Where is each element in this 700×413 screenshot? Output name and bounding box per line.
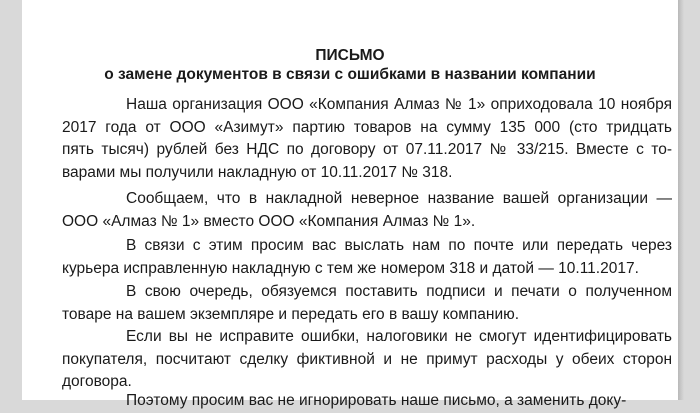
paragraph-line: Сообщаем, что в накладной неверное название вашей организации —: [126, 190, 672, 207]
document-page: [22, 0, 678, 409]
paragraph-4: [62, 281, 672, 326]
paragraph-line: договора.: [62, 373, 132, 390]
paragraph-1: [62, 94, 672, 184]
paragraph-line: В связи с этим просим вас выслать нам по почте или передать через: [126, 237, 672, 254]
paragraph-line: 2017 года от ООО «Азимут» партию товаров на сумму 135 000 (сто тридцать: [62, 118, 672, 136]
letter-title: ПИСЬМО: [315, 47, 385, 64]
paragraph-6: [62, 390, 672, 413]
paragraph-line: Поэтому просим вас не игнорировать наше письмо, а заменить доку-: [126, 392, 627, 409]
paragraph-line: пять тысяч) рублей без НДС по договору от 07.11.2017 № 33/215. Вместе с то-: [62, 141, 672, 158]
page-shadow: [678, 0, 684, 400]
paragraph-line: Если вы не исправите ошибки, налоговики не смогут идентифицировать: [126, 328, 672, 345]
paragraph-2: [62, 188, 672, 233]
paragraph-line: В свою очередь, обязуемся поставить подписи и печати о полученном: [126, 283, 672, 300]
paragraph-3: [62, 235, 672, 280]
paragraph-line: курьера исправленную накладную с тем же номером 318 и датой — 10.11.2017.: [62, 259, 639, 277]
paragraph-line: ООО «Алмаз № 1» вместо ООО «Компания Алмаз № 1».: [62, 212, 476, 230]
paragraph-line: товаре на вашем экземпляре и передать его в вашу компанию.: [62, 305, 520, 323]
letter-subtitle: о замене документов в связи с ошибками в названии компании: [104, 66, 596, 83]
paragraph-line: покупателя, посчитают сделку фиктивной и не примут расходы у обеих сторон: [62, 350, 672, 368]
paragraph-line: Наша организация ООО «Компания Алмаз № 1» оприходовала 10 ноября: [126, 96, 672, 113]
paragraph-line: варами мы получили накладную от 10.11.2017 № 318.: [62, 163, 453, 181]
paragraph-5: [62, 326, 672, 394]
